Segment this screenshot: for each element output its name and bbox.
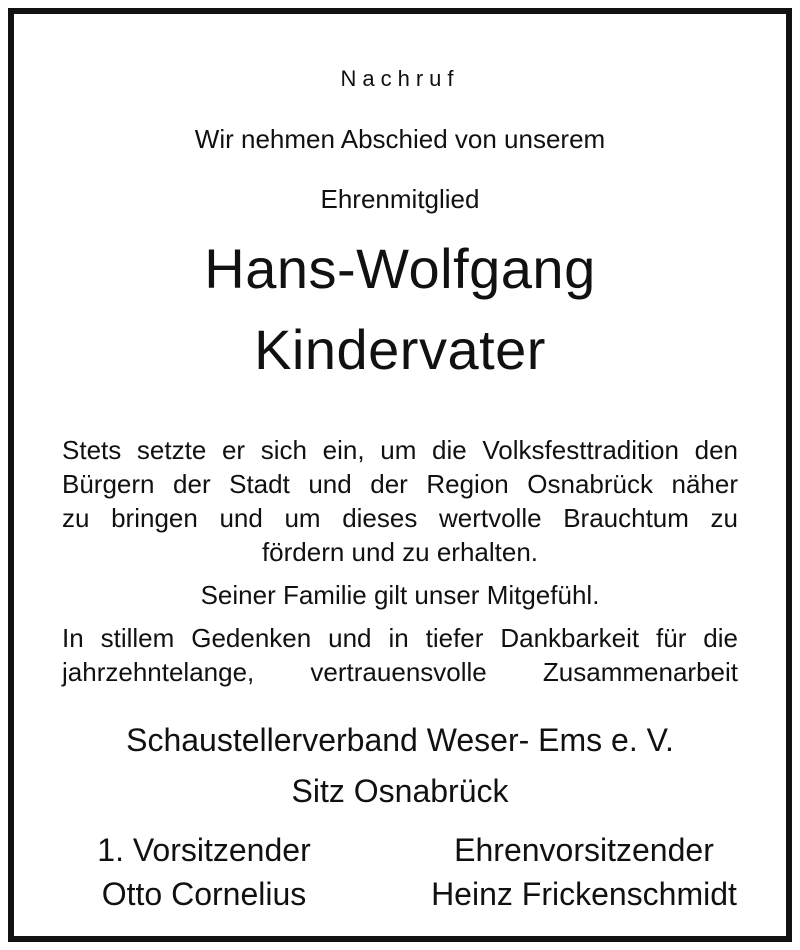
signatory-title: 1. Vorsitzender: [97, 832, 311, 868]
organization-seat: Sitz Osnabrück: [291, 773, 509, 809]
intro-text: Wir nehmen Abschied von unserem: [194, 124, 606, 154]
obituary-frame: [8, 8, 792, 942]
condolence-text: Seiner Familie gilt unser Mitgefühl.: [200, 580, 600, 610]
deceased-last-name: Kindervater: [254, 318, 546, 381]
signatory-name: Heinz Frickenschmidt: [431, 876, 737, 912]
gratitude-line: jahrzehntelange, vertrauensvolle Zusammenarbeit: [62, 657, 738, 687]
tribute-line: Stets setzte er sich ein, um die Volksfesttradition den: [62, 435, 738, 465]
organization-name: Schaustellerverband Weser- Ems e. V.: [126, 722, 674, 758]
tribute-paragraph: [62, 433, 738, 569]
signatory-honorary-chairman: [414, 828, 754, 916]
tribute-line: zu bringen und um dieses wertvolle Brauchtum zu: [62, 503, 738, 533]
signatory-title: Ehrenvorsitzender: [454, 832, 714, 868]
signatory-chairman: [74, 828, 334, 916]
deceased-first-name: Hans-Wolfgang: [204, 237, 596, 300]
obituary-header: Nachruf: [340, 66, 460, 91]
signatory-name: Otto Cornelius: [101, 876, 307, 912]
tribute-line: fördern und zu erhalten.: [261, 537, 539, 567]
gratitude-line: In stillem Gedenken und in tiefer Dankbarkeit für die: [62, 623, 738, 653]
member-role: Ehrenmitglied: [320, 184, 480, 214]
tribute-line: Bürgern der Stadt und der Region Osnabrück näher: [62, 469, 738, 499]
gratitude-paragraph: [62, 621, 738, 689]
